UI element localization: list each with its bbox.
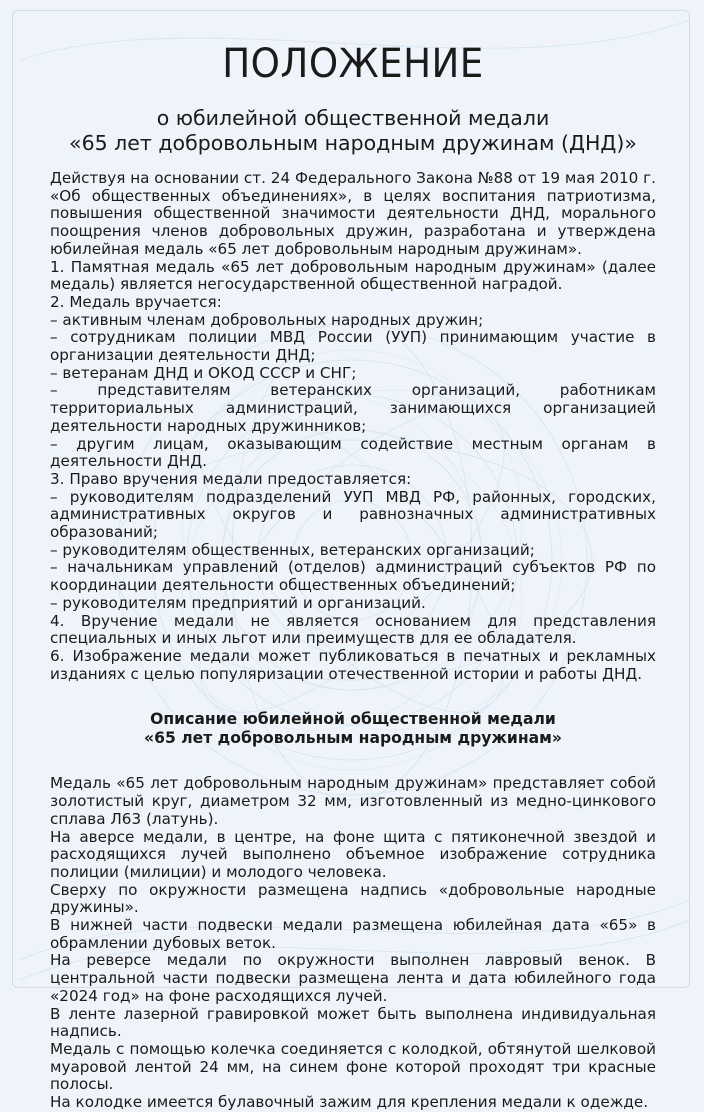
list-item: – руководителям предприятий и организаций. xyxy=(50,593,426,612)
section-heading-line: «65 лет добровольным народным дружинам» xyxy=(144,728,562,747)
paragraph: Сверху по окружности размещена надпись «добровольные народные дружины». xyxy=(50,880,656,917)
paragraph: 3. Право вручения медали предоставляется: xyxy=(50,469,412,488)
paragraph: Медаль с помощью колечка соединяется с колодкой, обтянутой шелковой муаровой лентой 24 мм, на синем фоне которой проходят три красные полосы. xyxy=(50,1039,656,1094)
subtitle-line: «65 лет добровольным народным дружинам (ДНД)» xyxy=(69,131,637,155)
document-content xyxy=(50,0,656,1112)
section-heading xyxy=(50,710,656,747)
list-item: – руководителям подразделений УУП МВД РФ, районных, городских, административных округов и равнозначных административных образований; xyxy=(50,487,656,542)
medal-description-body xyxy=(50,775,656,1111)
paragraph: 2. Медаль вручается: xyxy=(50,292,222,311)
paragraph: 4. Вручение медали не является основанием для представления специальных и иных льгот или преимуществ для ее обладателя. xyxy=(50,611,656,648)
paragraph: Действуя на основании ст. 24 Федерального Закона №88 от 19 мая 2010 г. «Об общественных объединениях», в целях воспитания патриотизма, повышения общественной значимости деятельности ДНД, морального поощрения членов добровольных дружин, разработана и утверждена юбилейная медаль «65 лет добровольным народным дружинам». xyxy=(50,169,656,258)
document-subtitle xyxy=(50,106,656,156)
section-heading-line: Описание юбилейной общественной медали xyxy=(150,710,556,729)
paragraph: Медаль «65 лет добровольным народным дружинам» представляет собой золотистый круг, диаметром 32 мм, изготовленный из медно-цинкового сплава Л63 (латунь). xyxy=(50,774,656,828)
paragraph: В нижней части подвески медали размещена юбилейная дата «65» в обрамлении дубовых веток. xyxy=(50,916,656,952)
list-item: – сотрудникам полиции МВД России (УУП) принимающим участие в организации деятельности ДНД; xyxy=(50,328,656,365)
paragraph: 1. Памятная медаль «65 лет добровольным народным дружинам» (далее медаль) является негосударственной общественной наградой. xyxy=(50,257,656,294)
paragraph: На колодке имеется булавочный зажим для крепления медали к одежде. xyxy=(50,1093,649,1112)
list-item: – другим лицам, оказывающим содействие местным органам в деятельности ДНД. xyxy=(50,434,656,471)
list-item: – ветеранам ДНД и ОКОД СССР и СНГ; xyxy=(50,363,357,382)
list-item: – начальникам управлений (отделов) администраций субъектов РФ по координации деятельности общественных объединений; xyxy=(50,558,656,595)
paragraph: На реверсе медали по окружности выполнен лавровый венок. В центральной части подвески размещена лента и дата юбилейного года «2024 год» на фоне расходящихся лучей. xyxy=(50,951,656,1005)
subtitle-line: о юбилейной общественной медали xyxy=(156,106,550,130)
paragraph: 6. Изображение медали может публиковаться в печатных и рекламных изданиях с целью популяризации отечественной истории и работы ДНД. xyxy=(50,646,656,683)
document-title: ПОЛОЖЕНИЕ xyxy=(222,41,484,87)
list-item: – представителям ветеранских организаций, работникам территориальных администраций, занимающихся организацией деятельности народных дружинников; xyxy=(50,381,656,435)
list-item: – руководителям общественных, ветеранских организаций; xyxy=(50,540,535,559)
paragraph: На аверсе медали, в центре, на фоне щита с пятиконечной звездой и расходящихся лучей выполнено объемное изображение сотрудника полиции (милиции) и молодого человека. xyxy=(50,827,656,881)
paragraph: В ленте лазерной гравировкой может быть выполнена индивидуальная надпись. xyxy=(50,1004,656,1041)
regulation-body xyxy=(50,170,656,683)
list-item: – активным членам добровольных народных дружин; xyxy=(50,310,484,329)
